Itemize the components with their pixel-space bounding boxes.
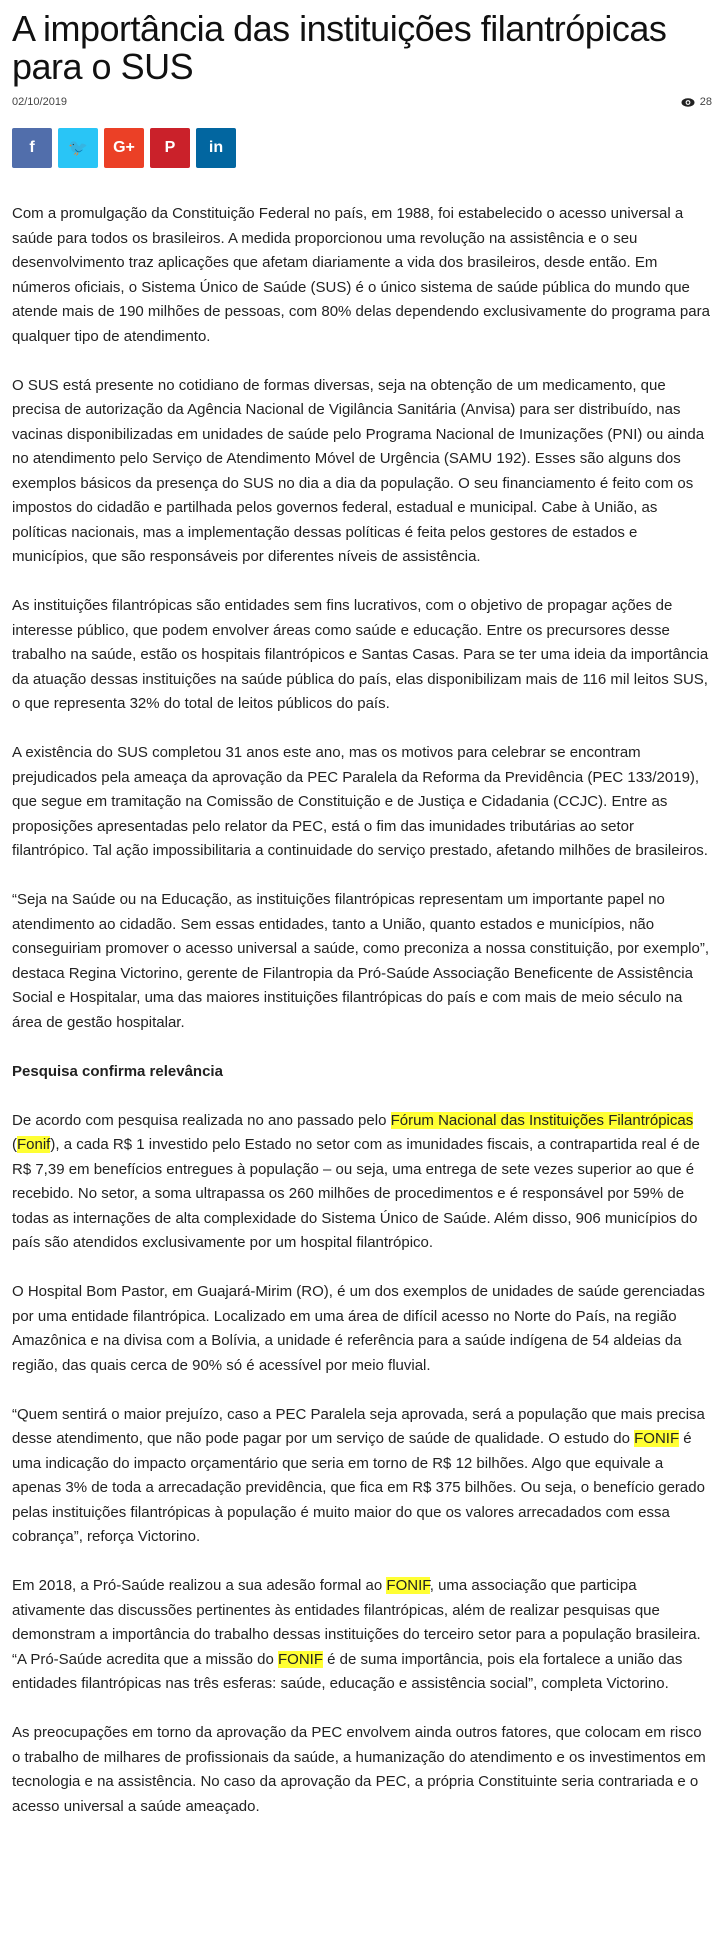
text-segment: (	[12, 1136, 17, 1153]
paragraph	[12, 741, 712, 864]
text-segment: Em 2018, a Pró-Saúde realizou a sua adesão formal ao	[12, 1577, 387, 1594]
text-segment: Com a promulgação da Constituição Federal no país, em 1988, foi estabelecido o acesso universal a saúde para todos os brasileiros. A medida proporcionou uma revolução na assistência e o seu desenvolvimento traz aplicações que afetam diariamente a vida dos brasileiros, desde então. Em números oficiais, o Sistema Único de Saúde (SUS) é o único sistema de saúde pública do mundo que atende mais de 190 milhões de pessoas, com 80% delas dependendo exclusivamente do programa para qualquer tipo de atendimento.	[12, 205, 710, 345]
share-twitter-button[interactable]	[58, 128, 98, 168]
share-pinterest-button[interactable]	[150, 128, 190, 168]
google-plus-icon: G+	[113, 139, 135, 156]
text-segment: O Hospital Bom Pastor, em Guajará-Mirim (RO), é um dos exemplos de unidades de saúde gerenciadas por uma entidade filantrópica. Localizado em uma área de difícil acesso no Norte do País, na região Amazônica e na divisa com a Bolívia, a unidade é referência para a saúde indígena de 54 aldeias da região, das quais cerca de 90% só é acessível por meio fluvial.	[12, 1283, 705, 1374]
text-segment: “Quem sentirá o maior prejuízo, caso a PEC Paralela seja aprovada, será a população que mais precisa desse atendimento, que não pode pagar por um serviço de saúde de qualidade. O estudo do	[12, 1405, 705, 1447]
text-segment: O SUS está presente no cotidiano de formas diversas, seja na obtenção de um medicamento, que precisa de autorização da Agência Nacional de Vigilância Sanitária (Anvisa) para ser distribuído, nas vacinas disponibilizadas em unidades de saúde pelo Programa Nacional de Imunizações (PNI) ou ainda no atendimento pelo Serviço de Atendimento Móvel de Urgência (SAMU 192). Esses são alguns dos exemplos básicos da presença do SUS no dia a dia da população. O seu financiamento é feito com os impostos do cidadão e partilhada pelos governos federal, estadual e municipal. Cabe à União, as políticas nacionais, mas a implementação dessas políticas é feita pelos gestores de estados e municípios, que são responsáveis por diferentes níveis de assistência.	[12, 376, 705, 565]
paragraph	[12, 1721, 712, 1819]
article	[0, 10, 724, 1819]
article-title: A importância das instituições filantrópicas para o SUS	[12, 8, 667, 87]
text-segment: De acordo com pesquisa realizada no ano passado pelo	[12, 1111, 391, 1129]
share-google-plus-button[interactable]	[104, 128, 144, 168]
text-segment: As instituições filantrópicas são entidades sem fins lucrativos, com o objetivo de propagar ações de interesse público, que podem envolver áreas como saúde e educação. Entre os precursores desse trabalho na saúde, estão os hospitais filantrópicos e Santas Casas. Para se ter uma ideia da importância da atuação dessas instituições na saúde pública do país, elas disponibilizam mais de 116 mil leitos SUS, o que representa 32% do total de leitos públicos do país.	[12, 597, 709, 712]
share-buttons	[12, 128, 712, 168]
section-heading	[12, 1060, 712, 1085]
paragraph	[12, 1280, 712, 1378]
share-facebook-button[interactable]	[12, 128, 52, 168]
view-count-value: 28	[699, 96, 712, 108]
text-segment: As preocupações em torno da aprovação da PEC envolvem ainda outros fatores, que colocam em risco o trabalho de milhares de profissionais da saúde, a humanização do atendimento e os investimentos em tecnologia e na assistência. No caso da aprovação da PEC, a própria Constituinte seria contrariada e o acesso universal a saúde ameaçado.	[12, 1724, 706, 1815]
highlighted-text: FONIF	[278, 1650, 323, 1668]
paragraph	[12, 1574, 712, 1697]
highlighted-text: Fórum Nacional das Instituições Filantrópicas	[390, 1111, 694, 1129]
highlighted-text: FONIF	[634, 1430, 680, 1447]
text-segment: , uma associação que participa ativamente das discussões pertinentes às entidades filantrópicas, além de realizar pesquisas que demonstram a importância do trabalho dessas instituições do terceiro setor para a população brasileira. “A Pró-Saúde acredita que a missão do	[12, 1577, 701, 1668]
article-meta	[12, 94, 712, 110]
paragraph	[12, 888, 712, 1035]
paragraph	[12, 594, 712, 717]
paragraph	[12, 202, 712, 349]
text-segment: A existência do SUS completou 31 anos este ano, mas os motivos para celebrar se encontram prejudicados pela ameaça da aprovação da PEC Paralela da Reforma da Previdência (PEC 133/2019), que segue em tramitação na Comissão de Constituição e de Justiça e Cidadania (CCJC). Entre as proposições apresentadas pelo relator da PEC, está o fim das imunidades tributárias ao setor filantrópico. Tal ação impossibilitaria a continuidade do serviço prestado, afetando milhões de brasileiros.	[12, 744, 708, 859]
linkedin-icon: in	[208, 139, 224, 156]
view-count	[681, 96, 712, 108]
publish-date: 02/10/2019	[12, 96, 68, 108]
paragraph	[12, 374, 712, 570]
pinterest-icon: P	[164, 139, 176, 156]
text-segment: é uma indicação do impacto orçamentário que seria em torno de R$ 12 bilhões. Algo que equivale a apenas 3% de toda a arrecadação previdência, que fica em R$ 375 bilhões. Ou seja, o benefício gerado pelas instituições filantrópicas à população é muito maior do que os valores arrecadados com essa cobrança”, reforça Victorino.	[12, 1430, 705, 1545]
eye-icon	[681, 98, 695, 107]
facebook-icon: f	[29, 139, 35, 156]
highlighted-text: FONIF	[386, 1577, 430, 1594]
share-linkedin-button[interactable]	[196, 128, 236, 168]
paragraph	[12, 1403, 712, 1550]
text-segment: “Seja na Saúde ou na Educação, as instituições filantrópicas representam um importante papel no atendimento ao cidadão. Sem essas entidades, tanto a União, quanto estados e municípios, não conseguiriam promover o acesso universal a saúde, como preconiza a nossa constituição, por exemplo”, destaca Regina Victorino, gerente de Filantropia da Pró-Saúde Associação Beneficente de Assistência Social e Hospitalar, uma das maiores instituições filantrópicas do país e com mais de meio século na área de gestão hospitalar.	[12, 891, 710, 1031]
article-body	[12, 202, 712, 1819]
text-segment: é de suma importância, pois ela fortalece a união das entidades filantrópicas nas três esferas: saúde, educação e assistência social”, completa Victorino.	[12, 1650, 683, 1692]
twitter-icon: 🐦	[68, 140, 88, 157]
text-segment: ), a cada R$ 1 investido pelo Estado no setor com as imunidades fiscais, a contrapartida real é de R$ 7,39 em benefícios entregues à população – ou seja, uma entrega de sete vezes superior ao que é recebido. No setor, a soma ultrapassa os 260 milhões de procedimentos e é responsável por 59% de todas as internações de alta complexidade do Sistema Único de Saúde. Além disso, 906 municípios do país são atendidos exclusivamente por um hospital filantrópico.	[12, 1136, 700, 1251]
text-segment: Pesquisa confirma relevância	[12, 1062, 223, 1080]
highlighted-text: Fonif	[17, 1136, 51, 1153]
paragraph	[12, 1109, 712, 1256]
